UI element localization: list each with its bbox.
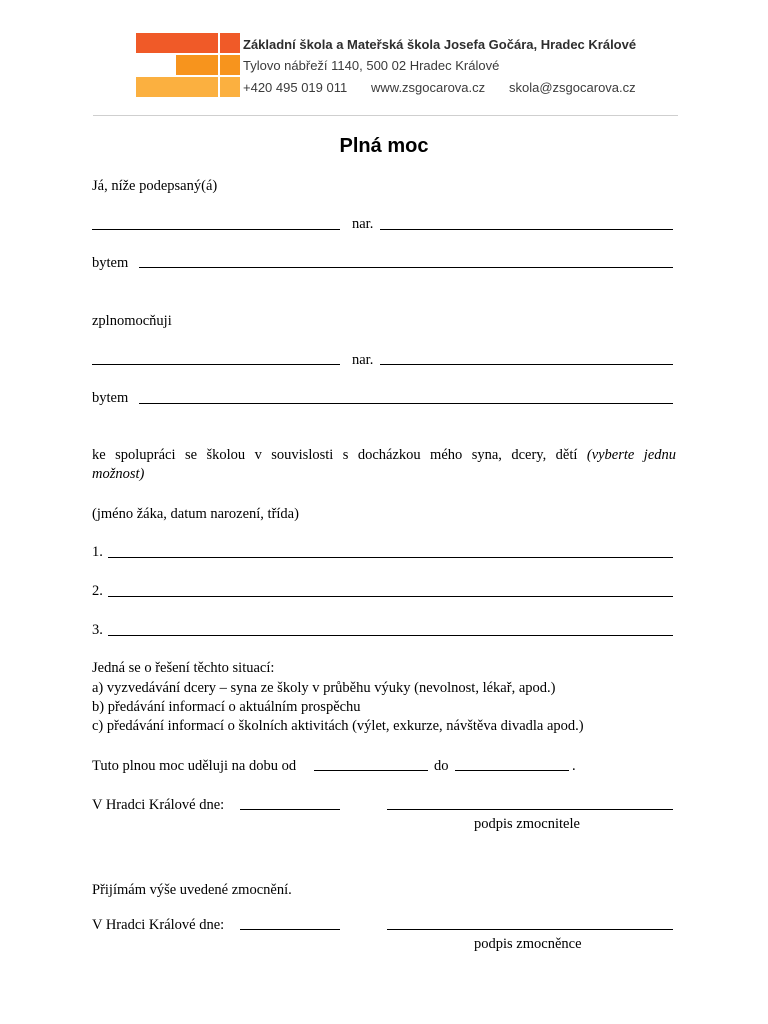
signature1-sign-field[interactable] [387,809,673,810]
signature1-date-field[interactable] [240,809,340,810]
situation-item-c: c) předávání informací o školních aktivitách (výlet, exkurze, návštěva divadla apod.) [92,718,584,734]
agent-birthdate-field[interactable] [380,364,673,365]
student-field-2[interactable] [108,596,673,597]
signer-birthdate-field[interactable] [380,229,673,230]
logo-block-orange-small [220,55,240,75]
logo-block-red-small [220,33,240,53]
signature2-date-field[interactable] [240,929,340,930]
cooperation-text: ke spolupráci se školou v souvislosti s docházkou mého syna, dcery, dětí [92,447,578,463]
logo-bar-red [136,33,218,53]
logo-block-yellow-small [220,77,240,97]
header-divider [93,115,678,116]
students-header: (jméno žáka, datum narození, třída) [92,506,299,522]
validity-prefix: Tuto plnou moc uděluji na dobu od [92,758,297,774]
signature2-sign-field[interactable] [387,929,673,930]
school-name: Základní škola a Mateřská škola Josefa Gočára, Hradec Králové [243,37,637,52]
cooperation-line-2: možnost) [92,466,145,482]
situations-header: Jedná se o řešení těchto situací: [92,660,275,676]
signer-intro: Já, níže podepsaný(á) [92,178,218,194]
authorize-label: zplnomocňuji [92,313,172,329]
student-field-3[interactable] [108,635,673,636]
signer-bytem-label: bytem [92,255,129,271]
school-phone: +420 495 019 011 [243,80,348,95]
signature1-caption: podpis zmocnitele [474,816,580,832]
cooperation-line-1 [92,446,676,465]
logo-bar-orange [176,55,218,75]
agent-address-field[interactable] [139,403,673,404]
validity-to-field[interactable] [455,770,569,771]
signature1-place-date: V Hradci Králové dne: [92,797,225,813]
agent-bytem-label: bytem [92,390,129,406]
signer-name-field[interactable] [92,229,340,230]
logo-bar-yellow [136,77,218,97]
agent-name-field[interactable] [92,364,340,365]
signer-nar-label: nar. [352,216,374,232]
signer-address-field[interactable] [139,267,673,268]
signature2-caption: podpis zmocněnce [474,936,582,952]
validity-from-field[interactable] [314,770,428,771]
agent-nar-label: nar. [352,352,374,368]
school-web-link[interactable]: www.zsgocarova.cz [371,80,486,95]
situation-item-a: a) vyzvedávání dcery – syna ze školy v průběhu výuky (nevolnost, lékař, apod.) [92,680,556,696]
cooperation-hint: (vyberte jednu [586,447,677,463]
student-number-1: 1. [92,544,103,560]
student-number-3: 3. [92,622,103,638]
student-field-1[interactable] [108,557,673,558]
situation-item-b: b) předávání informací o aktuálním prospěchu [92,699,361,715]
school-address: Tylovo nábřeží 1140, 500 02 Hradec Králové [243,58,500,73]
school-email-link[interactable]: skola@zsgocarova.cz [509,80,636,95]
signature2-place-date: V Hradci Králové dne: [92,917,225,933]
student-number-2: 2. [92,583,103,599]
acceptance-text: Přijímám výše uvedené zmocnění. [92,882,292,898]
page-title: Plná moc [339,135,429,157]
validity-to-label: do [434,758,449,774]
validity-end: . [572,758,576,774]
school-logo [136,33,240,97]
